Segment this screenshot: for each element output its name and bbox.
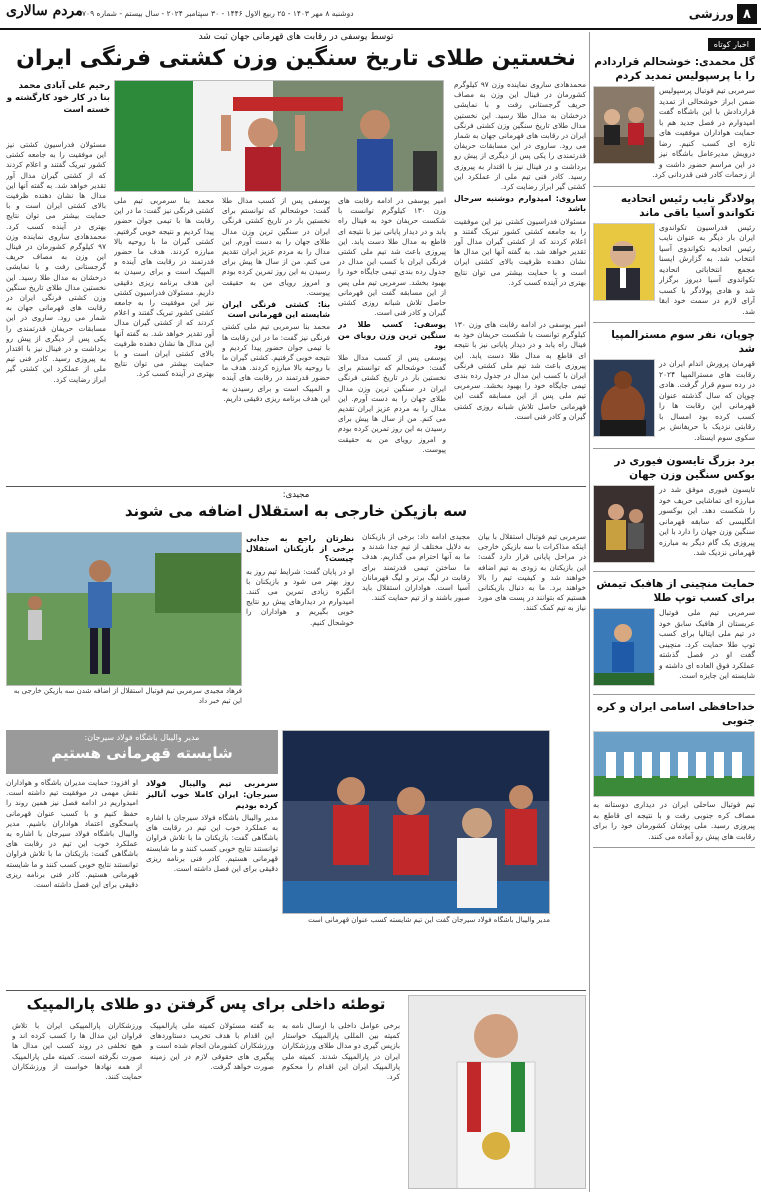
news-briefs-label: اخبار کوتاه (708, 38, 755, 51)
brief-photo (593, 485, 655, 563)
story2-column-text: او در پایان گفت: شرایط تیم روز به روز بهتر می شود و بازیکنان با انگیزه زیادی تمرین می کنند. امیدوارم در دیدارهای پیش رو نتایج خوبی بگیریم و هواداران را خوشحال کنیم. (246, 566, 354, 627)
brief-title: حمایت منچینی از هافبک تیمش برای کسب توپ طلا (596, 578, 755, 604)
brief-photo (593, 608, 655, 686)
story3-caption: مدیر والیبال باشگاه فولاد سیرجان گفت این تیم شایسته کسب عنوان قهرمانی است (308, 916, 550, 924)
page-badge (689, 4, 757, 24)
story2-text-column (246, 532, 354, 710)
story2-column-text: سرمربی تیم فوتبال استقلال با بیان اینکه مذاکرات با سه بازیکن خارجی در مراحل پایانی قرار دارد گفت: این بازیکنان به زودی به تیم اضافه خواهند شد و کیفیت تیم را بالا خواهند برد. ما به دنبال بازیکنانی هستیم که بتوانند در پست های مورد نیاز به تیم کمک کنند. (478, 532, 586, 613)
story2-column-text: مجیدی ادامه داد: برخی از بازیکنان به دلایل مختلف از تیم جدا شدند و ما به آنها احترام می گذاریم. هدف ما ساختن تیمی قدرتمند برای رقابت در لیگ برتر و لیگ قهرمانان آسیا است. هواداران استقلال باید صبور باشند و از تیم حمایت کنند. (362, 532, 470, 603)
column-divider (589, 32, 590, 1192)
story4-headline: توطئه داخلی برای پس گرفتن دو طلای پارالمپیک (26, 995, 386, 1013)
brief-photo (593, 359, 655, 437)
brief-text: تایسون فیوری موفق شد در مبارزه ای تماشایی حریف خود را شکست دهد. این بوکسور انگلیسی که سابقه قهرمانی سنگین وزن جهان را دارد با این پیروزی یک گام دیگر به مبارزه قهرمانی نزدیک شد. (659, 485, 755, 557)
brief-story (593, 55, 755, 187)
brief-text: رئیس فدراسیون تکواندوی ایران بار دیگر به عنوان نایب رئیس اتحادیه تکواندوی آسیا انتخاب شد. به گزارش ایسنا مجمع انتخاباتی اتحادیه تکواندوی آسیا دیروز برگزار شد و هادی پولادگر با کسب آرای لازم در سمت خود ابقا شد. (659, 222, 755, 316)
lead-column-text: محمدهادی ساروی نماینده وزن ۹۷ کیلوگرم کشورمان در فینال این وزن به مصاف حریف گرجستانی رفت و با نمایشی درخشان به مدال طلا رسید. این نخستین مدال طلای تاریخ سنگین وزن کشتی فرنگی ایران در رقابت های قهرمانی جهان به شمار می رود. ساروی در این مسابقات حریفان قدرتمندی را یکی پس از دیگری از پیش رو برداشت و در فینال نیز با اقتدار به پیروزی رسید. کادر فنی تیم ملی از عملکرد این کشتی گیر ابراز رضایت کرد. (454, 80, 586, 192)
story4-column-text: به گفته مسئولان کمیته ملی پارالمپیک این اقدام با هدف تخریب دستاوردهای ورزشکاران کشورمان انجام شده است و پیگیری های حقوقی لازم در این زمینه صورت خواهد گرفت. (150, 1021, 274, 1071)
lead-text-column (222, 196, 330, 480)
brief-title: خداحافظی اسامی ایران و کره جنوبی (596, 701, 755, 727)
brief-story (593, 328, 755, 449)
lead-column-subhead: یوسفی: کسب طلا در سنگین ترین وزن رویای من بود (338, 320, 446, 350)
story2-photo (6, 532, 242, 686)
lead-subhead: رحیم علی آبادی محمد بنا در کار خود کارگشته و خسته است (6, 81, 110, 115)
issue-line: دوشنبه ۸ مهر ۱۴۰۳ - ۲۵ ربیع الاول ۱۴۴۶ - ۳۰ سپتامبر ۲۰۲۴ - سال بیستم - شماره ۵۷۰۹ (78, 9, 354, 18)
story3-banner (6, 730, 278, 774)
masthead (0, 0, 761, 30)
story2-caption: فرهاد مجیدی سرمربی تیم فوتبال استقلال از اضافه شدن سه بازیکن خارجی به این تیم خبر داد (13, 687, 242, 705)
story4-text-column (282, 1021, 400, 1191)
brief-text: تیم فوتبال ساحلی ایران در دیداری دوستانه به مصاف کره جنوبی رفت و با نتیجه ای قاطع به پیروزی رسید. ملی پوشان کشورمان خود را برای رقابت های پیش رو آماده می کنند. (593, 800, 755, 841)
story-paralympic (6, 990, 586, 1194)
brief-title: پولادگر نایب رئیس اتحادیه تکواندو آسیا باقی ماند (620, 192, 755, 219)
lead-column-text: محمد بنا سرمربی تیم ملی کشتی فرنگی نیز گفت: ما در این رقابت ها با تیمی جوان حضور پیدا کردیم و نتیجه خوبی گرفتیم. کشتی گیران ما با روحیه بالا مبارزه کردند. هدف ما حضور قدرتمند در رقابت های آینده و المپیک است و برای رسیدن به این هدف برنامه ریزی دقیقی داریم. (114, 196, 214, 297)
story-esteghlal (6, 486, 586, 712)
story3-text-column (146, 778, 278, 982)
news-briefs-column (593, 32, 755, 1192)
brief-story (593, 577, 755, 695)
section-label: ورزشی (688, 7, 734, 21)
lead-column-text: محمدهادی ساروی نماینده وزن ۹۷ کیلوگرم کشورمان در فینال این وزن به مصاف حریف گرجستانی رفت و با نمایشی درخشان به مدال طلا رسید. این نخستین مدال طلای تاریخ سنگین وزن کشتی فرنگی ایران در رقابت های قهرمانی جهان به شمار می رود. ساروی در این مسابقات حریفان قدرتمندی را یکی پس از دیگری از پیش رو برداشت و در فینال نیز با اقتدار به پیروزی رسید. کادر فنی تیم ملی از عملکرد این کشتی گیر ابراز رضایت کرد. (6, 231, 106, 384)
brief-story (593, 192, 755, 324)
brief-title: چوپان، نفر سوم مسترالمپیا شد (611, 329, 755, 355)
story4-column-text: ورزشکاران پارالمپیکی ایران با تلاش فراوان این مدال ها را کسب کرده اند و هیچ تخلفی در روند کسب این مدال ها صورت نگرفته است. کمیته ملی پارالمپیک از همه نهادها خواست از ورزشکاران حمایت کنند. (12, 1021, 142, 1082)
story2-column-subhead: نظرتان راجع به جدایی برخی از بازیکنان استقلال چیست؟ (246, 534, 354, 564)
story2-headline: سه بازیکن خارجی به استقلال اضافه می شوند (124, 502, 468, 520)
lead-headline: نخستین طلای تاریخ سنگین وزن کشتی فرنگی ایران (16, 46, 576, 71)
page-number: ۸ (737, 4, 757, 24)
story3-kicker: مدیر والیبال باشگاه فولاد سیرجان: (84, 733, 200, 742)
lead-text-column (6, 140, 106, 480)
lead-column-text: مسئولان فدراسیون کشتی نیز این موفقیت را به جامعه کشتی کشور تبریک گفتند و اعلام کردند که از کشتی گیران مدال آور تقدیر خواهد شد. به گفته آنها این مدال ها نشان دهنده ظرفیت بالای کشتی ایران است و با حمایت بیشتر می توان نتایج بهتری در آینده کسب کرد. (454, 216, 586, 287)
lead-column-text: امیر یوسفی در ادامه رقابت های وزن ۱۳۰ کیلوگرم توانست با شکست حریفان خود به فینال راه یابد و در دیدار پایانی نیز با نتیجه ای قاطع به مدال طلا دست یابد. این پیروزی باعث شد تیم ملی کشتی فرنگی ایران با کسب این مدال در جدول رده بندی تیمی جایگاه خود را بهبود بخشد. سرمربی تیم ملی پس از این مسابقه گفت این قهرمانی حاصل تلاش شبانه روزی کشتی گیران و کادر فنی است. (454, 320, 586, 421)
story4-photo (408, 995, 586, 1189)
brief-title: گل محمدی: خوشحالم قراردادم را با پرسپولیس تمدید کردم (594, 56, 755, 82)
story-volleyball (6, 714, 586, 986)
brief-story (593, 700, 755, 848)
story3-photo (282, 730, 550, 914)
story3-text-column (6, 778, 138, 982)
lead-story (6, 32, 586, 484)
story2-text-column (478, 532, 586, 710)
story4-text-column (12, 1021, 142, 1191)
lead-column-text: یوسفی پس از کسب مدال طلا گفت: خوشحالم که توانستم برای نخستین بار در تاریخ کشتی فرنگی ایران در سنگین ترین وزن مدال طلای جهان را به دست آورم. این مدال را به مردم عزیز ایران تقدیم می کنم. من از سال ها پیش برای رسیدن به این روز تمرین کرده بودم و امروز رویای من به حقیقت پیوست. (338, 353, 446, 454)
brief-photo (593, 731, 755, 797)
story2-kicker: مجیدی: (282, 490, 310, 500)
lead-column-text: مسئولان فدراسیون کشتی نیز این موفقیت را به جامعه کشتی کشور تبریک گفتند و اعلام کردند که از کشتی گیران مدال آور تقدیر خواهد شد. به گفته آنها این مدال ها نشان دهنده ظرفیت بالای کشتی ایران است و با حمایت بیشتر می توان نتایج بهتری در آینده کسب کرد. (6, 140, 106, 231)
lead-column-subhead: ساروی: امیدوارم دوشنبه سرحال باشد (454, 194, 586, 214)
story2-text-column (362, 532, 470, 710)
lead-column-text: یوسفی پس از کسب مدال طلا گفت: خوشحالم که توانستم برای نخستین بار در تاریخ کشتی فرنگی ایران در سنگین ترین وزن مدال طلای جهان را به دست آورم. این مدال را به مردم عزیز ایران تقدیم می کنم. من از سال ها پیش برای رسیدن به این روز تمرین کرده بودم و امروز رویای من به حقیقت پیوست. (222, 196, 330, 297)
paper-name: مردم سالاری (6, 3, 83, 19)
brief-text: قهرمان پرورش اندام ایران در رقابت های مسترالمپیا ۲۰۲۴ در رده سوم قرار گرفت. هادی چوپان که سال گذشته عنوان قهرمانی این رقابت ها را کسب کرده بود امسال با رقابتی نزدیک با حریفانش بر سکوی سوم ایستاد. (659, 359, 755, 442)
brief-text: سرمربی تیم ملی فوتبال عربستان از هافبک سابق خود در تیم ملی ایتالیا برای کسب توپ طلا حمایت کرد. منچینی گفت او در فصل گذشته عملکرد فوق العاده ای داشته و شایسته این جایزه است. (659, 608, 755, 680)
brief-photo (593, 86, 655, 164)
lead-text-column (114, 196, 214, 480)
story3-top-line (286, 714, 586, 728)
story3-column-text: او افزود: حمایت مدیران باشگاه و هواداران نقش مهمی در موفقیت تیم داشته است. امیدواریم در ادامه فصل نیز همین روند را حفظ کنیم و با کسب عنوان قهرمانی پاسخگوی اعتماد هواداران باشیم. (6, 778, 138, 828)
story4-column-text: برخی عوامل داخلی با ارسال نامه به کمیته بین المللی پارالمپیک خواستار بازپس گیری دو مدال طلای ورزشکاران ایران در پارالمپیک شدند. کمیته ملی پارالمپیک ایران این اقدام را محکوم کرد. (282, 1021, 400, 1082)
lead-column-text: مسئولان فدراسیون کشتی نیز این موفقیت را به جامعه کشتی کشور تبریک گفتند و اعلام کردند که از کشتی گیران مدال آور تقدیر خواهد شد. به گفته آنها این مدال ها نشان دهنده ظرفیت بالای کشتی ایران است و با حمایت بیشتر می توان نتایج بهتری در آینده کسب کرد. (114, 287, 214, 379)
brief-title: برد بزرگ تایسون فیوری در بوکس سنگین وزن جهان (614, 455, 755, 481)
brief-story (593, 454, 755, 572)
lead-text-column (338, 196, 446, 480)
story4-text-column (150, 1021, 274, 1191)
story3-subhead: سرمربی تیم والیبال فولاد سیرجان: ایران کاملا خوب آنالیز کرده بودیم (146, 779, 278, 810)
lead-kicker: توسط یوسفی در رقابت های قهرمانی جهان ثبت شد (198, 32, 394, 42)
lead-photo (114, 80, 444, 192)
story3-column-text: مدیر والیبال باشگاه فولاد سیرجان با اشاره به عملکرد خوب این تیم در رقابت های باشگاهی گفت: بازیکنان ما با تلاش فراوان توانستند نتایج خوبی کسب کنند و ما شایسته قهرمانی هستیم. کادر فنی برنامه ریزی دقیقی برای این فصل داشته است. (6, 818, 138, 890)
lead-text-column (454, 320, 586, 480)
story3-column-text: مدیر والیبال باشگاه فولاد سیرجان با اشاره به عملکرد خوب این تیم در رقابت های باشگاهی گفت: بازیکنان ما با تلاش فراوان توانستند نتایج خوبی کسب کنند و ما شایسته قهرمانی هستیم. کادر فنی برنامه ریزی دقیقی برای این فصل داشته است. (146, 813, 278, 874)
story3-headline: شایسته قهرمانی هستیم (51, 744, 233, 762)
lead-column-subhead: بنا: کشتی فرنگی ایران شایسته این قهرمانی است (222, 300, 330, 320)
lead-text-column (454, 80, 586, 315)
lead-column-text: امیر یوسفی در ادامه رقابت های وزن ۱۳۰ کیلوگرم توانست با شکست حریفان خود به فینال راه یابد و در دیدار پایانی نیز با نتیجه ای قاطع به مدال طلا دست یابد. این پیروزی باعث شد تیم ملی کشتی فرنگی ایران با کسب این مدال در جدول رده بندی تیمی جایگاه خود را بهبود بخشد. سرمربی تیم ملی پس از این مسابقه گفت این قهرمانی حاصل تلاش شبانه روزی کشتی گیران و کادر فنی است. (338, 196, 446, 318)
lead-column-text: محمد بنا سرمربی تیم ملی کشتی فرنگی نیز گفت: ما در این رقابت ها با تیمی جوان حضور پیدا کردیم و نتیجه خوبی گرفتیم. کشتی گیران ما با روحیه بالا مبارزه کردند. هدف ما حضور قدرتمند در رقابت های آینده و المپیک است و برای رسیدن به این هدف برنامه ریزی دقیقی داریم. (222, 322, 330, 403)
brief-text: سرمربی تیم فوتبال پرسپولیس ضمن ابراز خوشحالی از تمدید قراردادش با این باشگاه گفت امیدوارم در فصل جدید هم با حمایت هواداران موفقیت های تازه ای کسب کنیم. رضا درویش مدیرعامل باشگاه نیز در این مراسم حضور داشت و از زحمات کادر فنی قدردانی کرد. (652, 86, 755, 179)
brief-photo (593, 223, 655, 301)
